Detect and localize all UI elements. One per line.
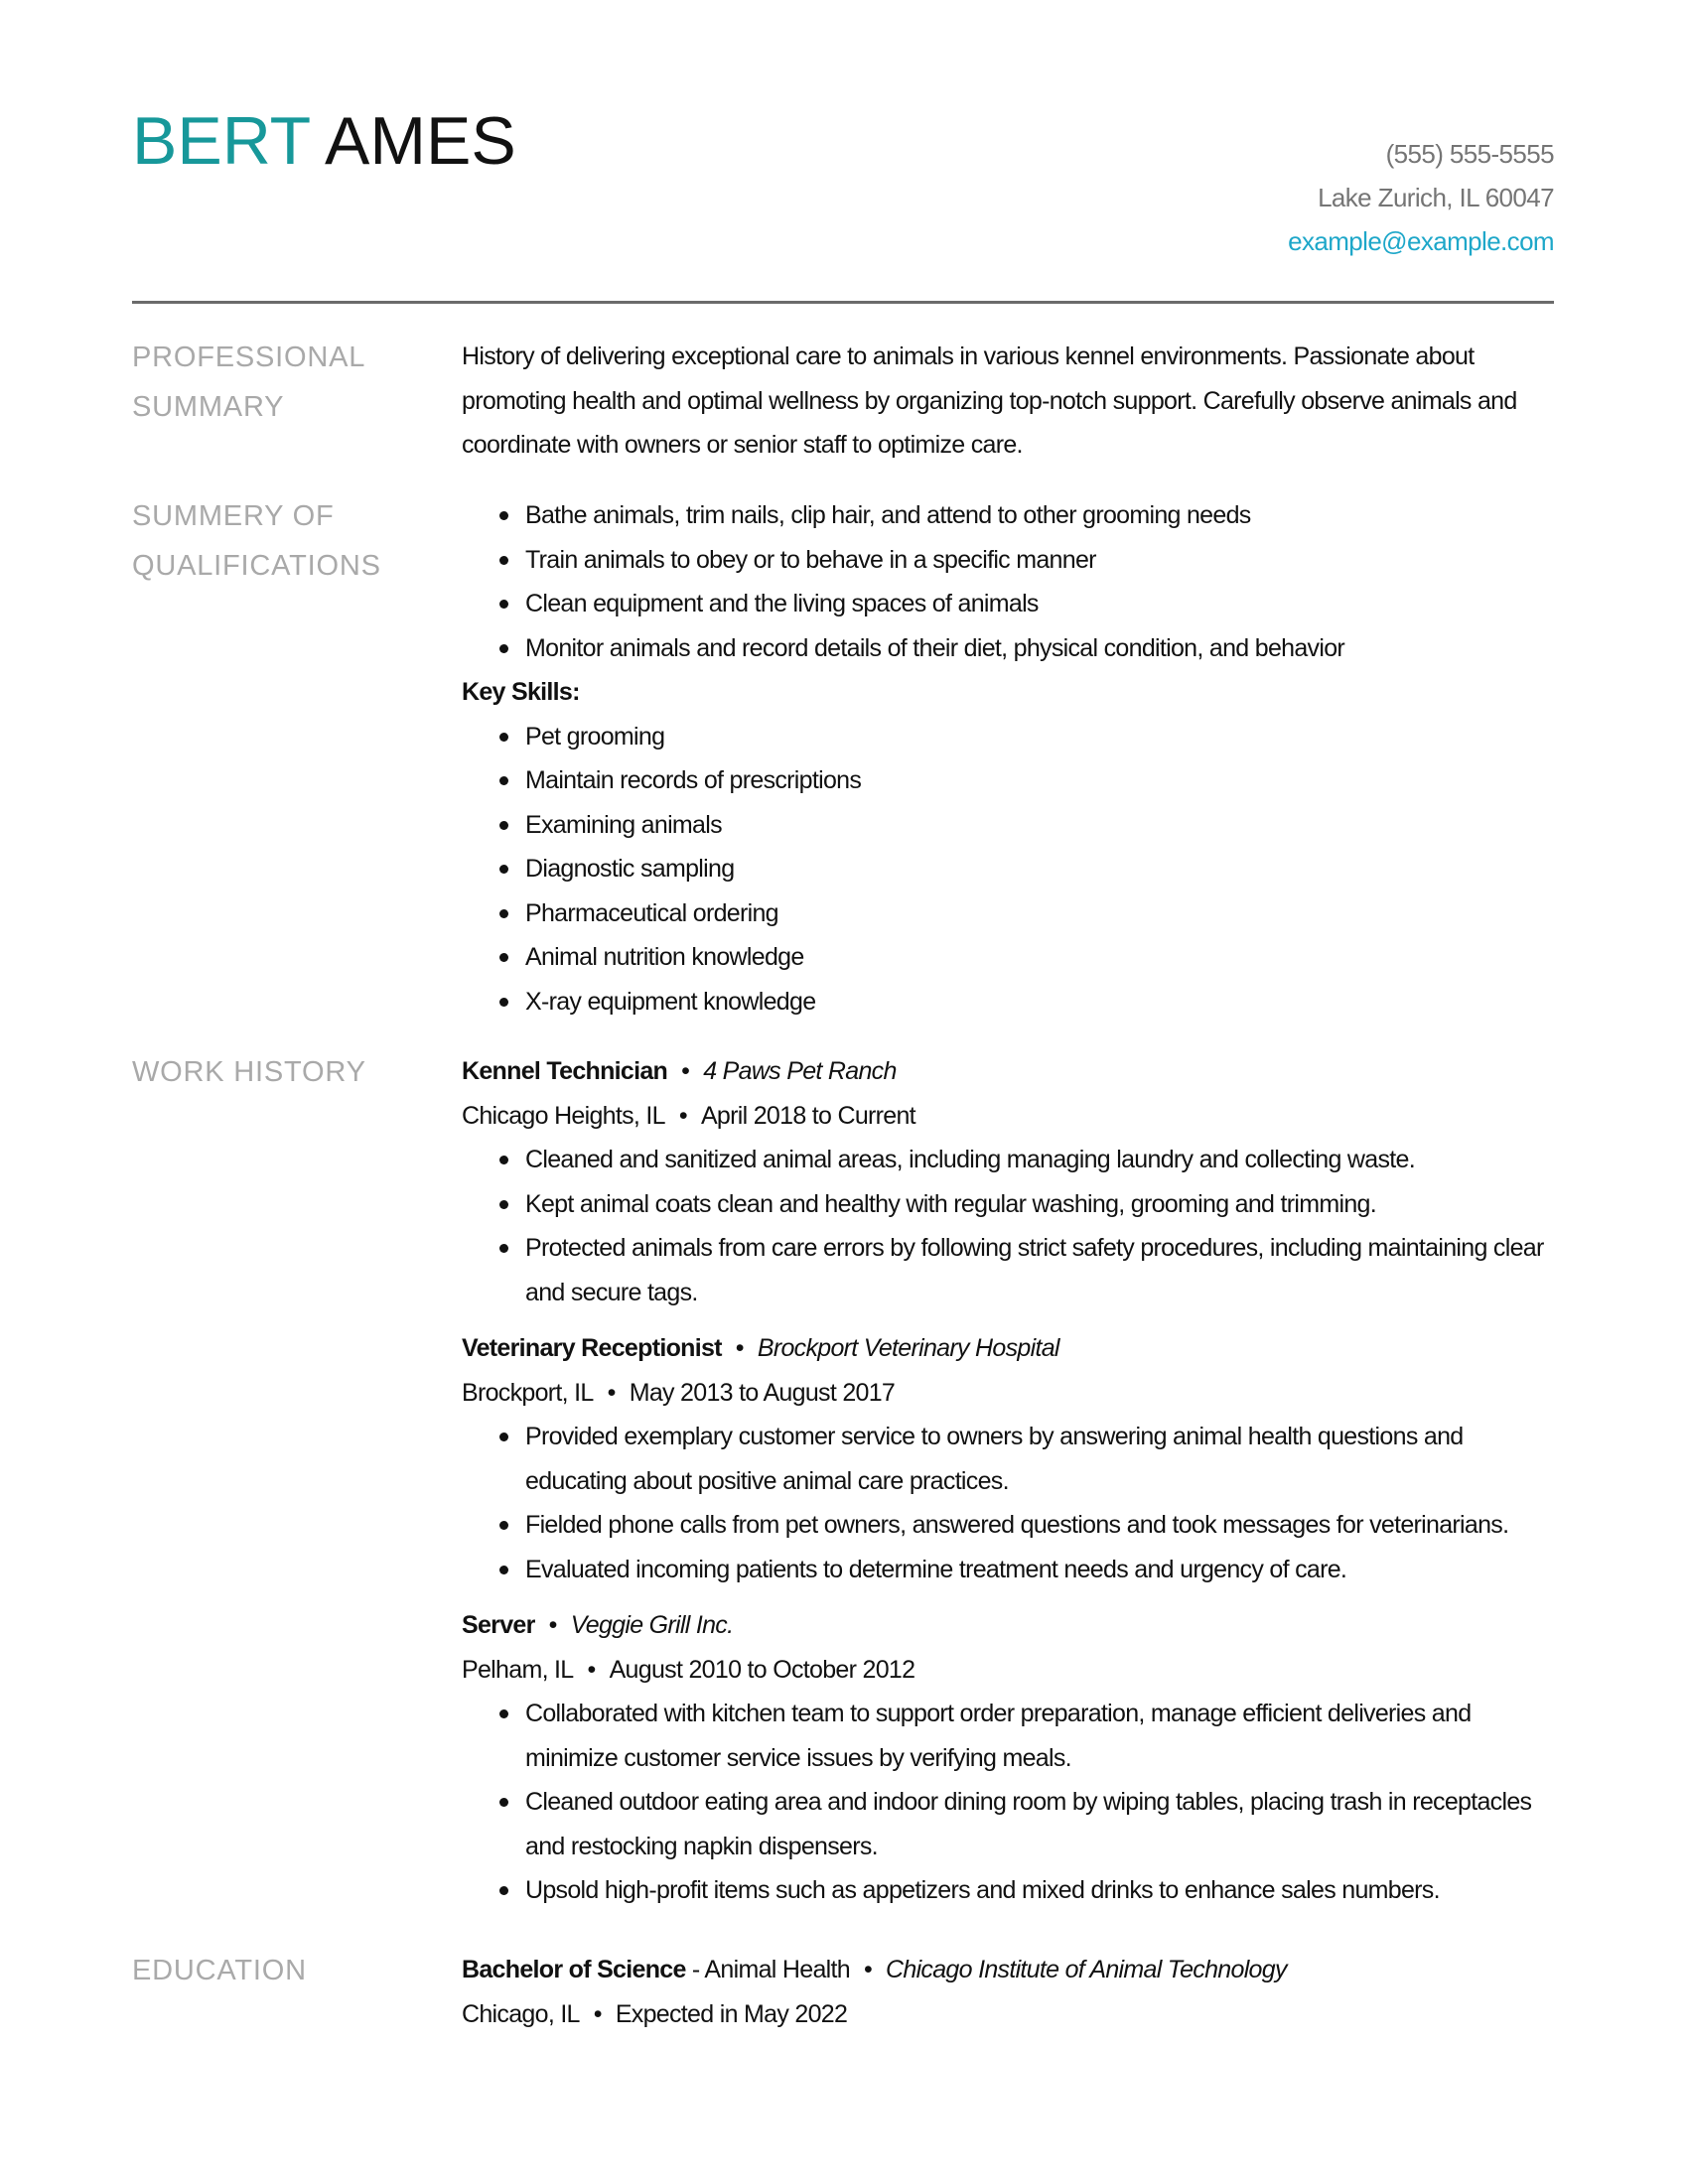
label-line: PROFESSIONAL: [132, 341, 366, 373]
education-meta: [462, 1992, 1554, 2037]
school: Chicago Institute of Animal Technology: [886, 1956, 1287, 1983]
bullet-icon: [499, 1244, 508, 1253]
bullet-icon: [499, 644, 508, 653]
list-item: [462, 715, 1554, 759]
list-item: [462, 493, 1554, 538]
item-text: Upsold high-profit items such as appetizers and mixed drinks to enhance sales numbers.: [525, 1876, 1440, 1904]
bullet-icon: [499, 953, 508, 962]
list-item: [462, 980, 1554, 1024]
job-meta: [462, 1094, 1554, 1139]
list-item: [462, 538, 1554, 583]
resume-page: [132, 0, 1554, 2028]
separator-dot: •: [678, 1101, 687, 1130]
candidate-name: [132, 101, 516, 181]
separator-dot: •: [548, 1611, 557, 1639]
bullet-icon: [499, 821, 508, 830]
item-text: Monitor animals and record details of their diet, physical condition, and behavior: [525, 633, 1345, 662]
bullet-icon: [499, 600, 508, 609]
job-dates: August 2010 to October 2012: [609, 1655, 915, 1684]
separator-dot: •: [681, 1057, 690, 1085]
bullet-icon: [499, 511, 508, 520]
job-meta: [462, 1371, 1554, 1416]
job-bullets: [462, 1138, 1554, 1314]
job-heading: [462, 1049, 1554, 1094]
list-item: [462, 1548, 1554, 1592]
item-text: Pharmaceutical ordering: [525, 898, 778, 927]
separator-dot: •: [607, 1378, 616, 1407]
item-text: Cleaned outdoor eating area and indoor dining room by wiping tables, placing trash in receptacles and restocking napkin dispensers.: [525, 1788, 1532, 1860]
separator-dot: •: [593, 1999, 602, 2028]
bullet-icon: [499, 556, 508, 565]
job-location: Pelham, IL: [462, 1655, 574, 1684]
company: Veggie Grill Inc.: [570, 1611, 734, 1639]
job-heading: [462, 1603, 1554, 1648]
separator-dot: •: [863, 1956, 873, 1983]
job-title: Server: [462, 1611, 535, 1639]
company: 4 Paws Pet Ranch: [703, 1057, 897, 1085]
section-body: [462, 1049, 1554, 1925]
bullet-icon: [499, 1433, 508, 1441]
label-line: QUALIFICATIONS: [132, 550, 381, 582]
item-text: Provided exemplary customer service to owners by answering animal health questions and educating about positive animal care practices.: [525, 1423, 1464, 1495]
item-text: Cleaned and sanitized animal areas, including managing laundry and collecting waste.: [525, 1146, 1415, 1173]
item-text: Train animals to obey or to behave in a specific manner: [525, 545, 1096, 574]
item-text: Evaluated incoming patients to determine treatment needs and urgency of care.: [525, 1555, 1347, 1583]
list-item: [462, 1415, 1554, 1503]
bullet-icon: [499, 865, 508, 874]
bullet-icon: [499, 998, 508, 1007]
item-text: Protected animals from care errors by following strict safety procedures, including maintaining clear and secure tags.: [525, 1234, 1544, 1306]
item-text: Kept animal coats clean and healthy with regular washing, grooming and trimming.: [525, 1189, 1376, 1218]
item-text: Pet grooming: [525, 722, 665, 751]
list-item: [462, 758, 1554, 803]
item-text: Maintain records of prescriptions: [525, 766, 862, 794]
education-location: Chicago, IL: [462, 1999, 580, 2028]
job-title: Veterinary Receptionist: [462, 1334, 722, 1362]
field-of-study: - Animal Health: [685, 1956, 850, 1983]
list-item: [462, 582, 1554, 626]
section-body: [462, 493, 1554, 1024]
bullet-icon: [499, 1709, 508, 1718]
list-item: [462, 1182, 1554, 1227]
list-item: [462, 1138, 1554, 1182]
bullet-icon: [499, 1566, 508, 1574]
list-item: [462, 1868, 1554, 1913]
list-item: [462, 1692, 1554, 1780]
key-skills-heading: Key Skills:: [462, 678, 580, 706]
job-bullets: [462, 1415, 1554, 1591]
resume-header: [132, 0, 1554, 303]
job-entry: [462, 1603, 1554, 1913]
degree-line: [462, 1948, 1554, 1992]
job-title: Kennel Technician: [462, 1057, 668, 1085]
bullet-icon: [499, 1798, 508, 1807]
job-meta: [462, 1648, 1554, 1693]
section-body: [462, 335, 1554, 468]
section-label: [132, 491, 420, 591]
bullet-icon: [499, 1156, 508, 1164]
list-item: [462, 1226, 1554, 1314]
phone: (555) 555-5555: [1385, 139, 1554, 169]
item-text: Fielded phone calls from pet owners, answered questions and took messages for veterinarians.: [525, 1511, 1509, 1539]
list-item: [462, 1503, 1554, 1548]
list-item: [462, 891, 1554, 936]
item-text: Examining animals: [525, 810, 722, 839]
section-label: [132, 333, 420, 432]
job-heading: [462, 1326, 1554, 1371]
list-item: [462, 626, 1554, 671]
list-item: [462, 847, 1554, 891]
label-line: SUMMERY OF: [132, 500, 335, 532]
list-item: [462, 935, 1554, 980]
job-entry: [462, 1049, 1554, 1314]
section-label: WORK HISTORY: [132, 1056, 366, 1088]
job-entry: [462, 1326, 1554, 1591]
location: Lake Zurich, IL 60047: [1318, 183, 1554, 212]
item-text: Bathe animals, trim nails, clip hair, and attend to other grooming needs: [525, 501, 1251, 529]
item-text: X-ray equipment knowledge: [525, 987, 816, 1016]
bullet-icon: [499, 1886, 508, 1895]
bullet-icon: [499, 1200, 508, 1209]
list-item: [462, 1780, 1554, 1868]
education-dates: Expected in May 2022: [615, 1999, 848, 2028]
label-line: SUMMARY: [132, 391, 285, 423]
job-location: Chicago Heights, IL: [462, 1101, 665, 1130]
key-skills-list: [462, 715, 1554, 1024]
list-item: [462, 803, 1554, 848]
bullet-icon: [499, 1521, 508, 1530]
job-location: Brockport, IL: [462, 1378, 594, 1407]
separator-dot: •: [735, 1334, 744, 1362]
item-text: Clean equipment and the living spaces of animals: [525, 590, 1039, 617]
email-link[interactable]: example@example.com: [1288, 226, 1554, 256]
separator-dot: •: [587, 1655, 596, 1684]
company: Brockport Veterinary Hospital: [757, 1334, 1059, 1362]
job-dates: April 2018 to Current: [700, 1101, 915, 1130]
bullet-icon: [499, 733, 508, 742]
header-divider: [132, 301, 1554, 304]
qualifications-list: [462, 493, 1554, 670]
contact-info: [1288, 132, 1554, 263]
section-body: [462, 1948, 1554, 2036]
degree: Bachelor of Science: [462, 1956, 686, 1983]
section-label: EDUCATION: [132, 1955, 307, 1986]
first-name: BERT: [132, 103, 310, 179]
bullet-icon: [499, 776, 508, 785]
job-dates: May 2013 to August 2017: [629, 1378, 896, 1407]
item-text: Collaborated with kitchen team to support order preparation, manage efficient deliveries and minimize customer service issues by verifying meals.: [525, 1700, 1472, 1772]
last-name: AMES: [325, 103, 516, 179]
job-bullets: [462, 1692, 1554, 1913]
summary-text: History of delivering exceptional care to animals in various kennel environments. Passionate about promoting health and optimal wellness by organizing top-notch support. Carefully observe animals and coordinate with owners or senior staff to optimize care.: [462, 342, 1517, 459]
bullet-icon: [499, 909, 508, 918]
item-text: Animal nutrition knowledge: [525, 943, 804, 971]
item-text: Diagnostic sampling: [525, 855, 735, 883]
